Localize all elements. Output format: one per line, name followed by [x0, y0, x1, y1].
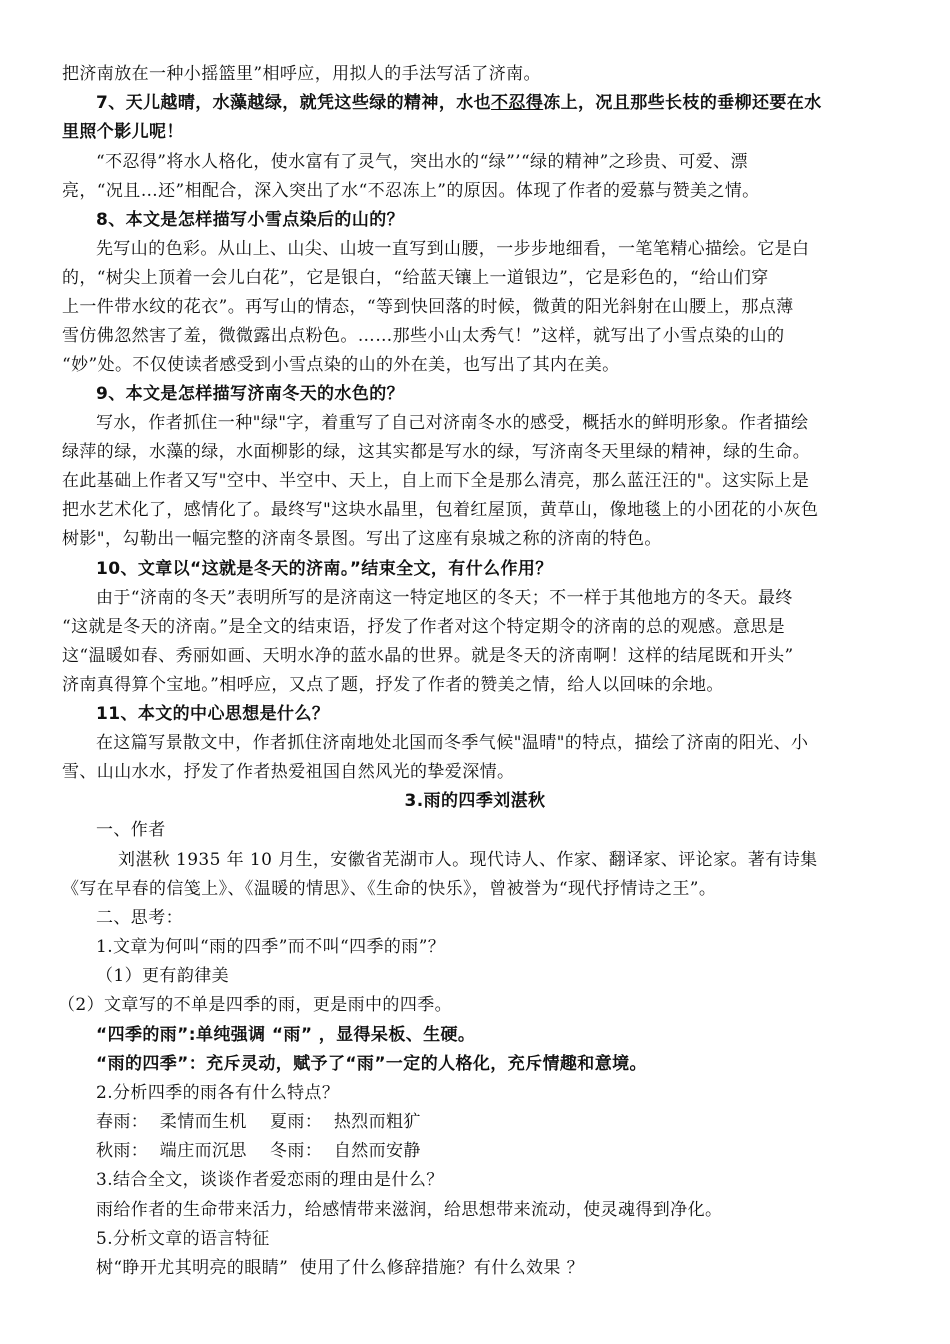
text-line: 雪、山山水水，抒发了作者热爱祖国自然风光的挚爱深情。: [62, 762, 515, 782]
answer-line: 雨给作者的生命带来活力，给感情带来滋润，给思想带来流动，使灵魂得到净化。: [96, 1200, 723, 1220]
text-line: “妙”处。不仅使读者感受到小雪点染的山的外在美，也写出了其内在美。: [62, 355, 620, 375]
question-line: 1.文章为何叫“雨的四季”而不叫“四季的雨”？: [96, 937, 446, 957]
question-11: 11、本文的中心思想是什么？: [96, 704, 330, 724]
text-line: 在此基础上作者又写"空中、半空中、天上，自上而下全是那么清亮，那么蓝汪汪的"。这实际上是: [62, 471, 810, 491]
question-10: 10、文章以“这就是冬天的济南。”结束全文，有什么作用？: [96, 559, 553, 579]
text-line: “这就是冬天的济南。”是全文的结束语，抒发了作者对这个特定期令的济南的总的观感。意思是: [62, 617, 786, 637]
text-line: 把济南放在一种小摇篮里”相呼应，用拟人的手法写活了济南。: [62, 64, 541, 84]
underlined-term: 不忍得: [491, 93, 544, 113]
question-7-continued: 里照个影儿呢！: [62, 122, 184, 142]
text-line: 《写在早春的信笺上》、《温暖的情思》、《生命的快乐》，曾被誉为“现代抒情诗之王”。: [62, 879, 717, 899]
text-line: “不忍得”将水人格化，使水富有了灵气，突出水的“绿”’“绿的精神”之珍贵、可爱、漂: [96, 152, 748, 172]
text-line: 刘湛秋 1935 年 10 月生，安徽省芜湖市人。现代诗人、作家、翻译家、评论家。著有诗集: [118, 850, 818, 870]
section-title: 3.雨的四季刘湛秋: [404, 791, 546, 811]
answer-line: 秋雨： 端庄而沉思 冬雨： 自然而安静: [96, 1141, 421, 1161]
question-7-part-1: 7、天儿越晴，水藻越绿，就凭这些绿的精神，水也: [96, 93, 492, 113]
question-line: 2.分析四季的雨各有什么特点？: [96, 1083, 340, 1103]
section-heading-thinking: 二、思考：: [96, 908, 183, 928]
text-line: 济南真得算个宝地。”相呼应，又点了题，抒发了作者的赞美之情，给人以回味的余地。: [62, 675, 724, 695]
answer-line: 春雨： 柔情而生机 夏雨： 热烈而粗犷: [96, 1112, 421, 1132]
text-line: 亮，“况且…还”相配合，深入突出了水“不忍冻上”的原因。体现了作者的爱慕与赞美之情。: [62, 181, 760, 201]
text-line: 这“温暖如春、秀丽如画、天明水净的蓝水晶的世界。就是冬天的济南啊！这样的结尾既和开头”: [62, 646, 794, 666]
section-heading-author: 一、作者: [96, 820, 166, 840]
question-line: 树“睁开尤其明亮的眼睛” 使用了什么修辞措施？有什么效果 ？: [96, 1258, 584, 1278]
text-line: 上一件带水纹的花衣”。再写山的情态，“等到快回落的时候，微黄的阳光斜射在山腰上，那点薄: [62, 297, 794, 317]
question-7: [96, 89, 822, 117]
text-line: 的，“树尖上顶着一会儿白花”，它是银白，“给蓝天镶上一道银边”，它是彩色的，“给山们穿: [62, 268, 769, 288]
text-line: 写水，作者抓住一种"绿"字，着重写了自己对济南冬水的感受，概括水的鲜明形象。作者描绘: [96, 413, 809, 433]
text-line: 雪仿佛忽然害了羞，微微露出点粉色。……那些小山太秀气！”这样，就写出了小雪点染的山的: [62, 326, 785, 346]
question-9: 9、本文是怎样描写济南冬天的水色的？: [96, 384, 405, 404]
question-line: 3.结合全文，谈谈作者爱恋雨的理由是什么？: [96, 1170, 444, 1190]
emphasis-line: “四季的雨”:单纯强调 “雨” ，显得呆板、生硬。: [96, 1025, 476, 1045]
question-7-part-2: 冻上，况且那些长枝的垂柳还要在水: [543, 93, 822, 113]
answer-line: （2）文章写的不单是四季的雨，更是雨中的四季。: [58, 995, 453, 1015]
question-line: 5.分析文章的语言特征: [96, 1229, 270, 1249]
answer-line: （1）更有韵律美: [96, 966, 230, 986]
text-line: 绿萍的绿，水藻的绿，水面柳影的绿，这其实都是写水的绿，写济南冬天里绿的精神，绿的生命。: [62, 442, 811, 462]
text-line: 树影"，勾勒出一幅完整的济南冬景图。写出了这座有泉城之称的济南的特色。: [62, 529, 662, 549]
text-line: 由于“济南的冬天”表明所写的是济南这一特定地区的冬天；不一样于其他地方的冬天。最终: [96, 588, 793, 608]
text-line: 先写山的色彩。从山上、山尖、山坡一直写到山腰，一步步地细看，一笔笔精心描绘。它是白: [96, 239, 810, 259]
text-line: 在这篇写景散文中，作者抓住济南地处北国而冬季气候"温晴"的特点，描绘了济南的阳光、小: [96, 733, 809, 753]
emphasis-line: “雨的四季”：充斥灵动，赋予了“雨”一定的人格化，充斥情趣和意境。: [96, 1054, 647, 1074]
question-8: 8、本文是怎样描写小雪点染后的山的？: [96, 210, 405, 230]
text-line: 把水艺术化了，感情化了。最终写"这块水晶里，包着红屋顶，黄草山，像地毯上的小团花的小灰色: [62, 500, 819, 520]
